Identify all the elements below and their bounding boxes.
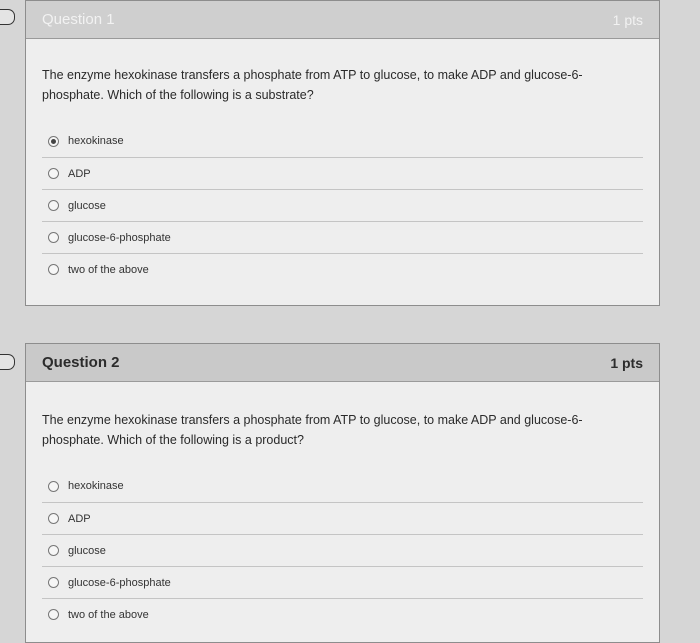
question-header bbox=[26, 1, 659, 39]
answer-option[interactable] bbox=[42, 253, 643, 285]
answer-label: ADP bbox=[68, 512, 91, 525]
radio-icon[interactable] bbox=[48, 609, 59, 620]
question-header bbox=[26, 344, 659, 382]
answer-label: glucose-6-phosphate bbox=[68, 576, 171, 589]
answer-label: glucose-6-phosphate bbox=[68, 231, 171, 244]
question-card-2 bbox=[25, 343, 660, 643]
answer-option[interactable] bbox=[42, 157, 643, 189]
answer-label: ADP bbox=[68, 167, 91, 180]
question-title: Question 1 bbox=[42, 11, 115, 28]
radio-icon[interactable] bbox=[48, 513, 59, 524]
answer-option[interactable] bbox=[42, 534, 643, 566]
radio-icon[interactable] bbox=[48, 264, 59, 275]
radio-icon[interactable] bbox=[48, 545, 59, 556]
answer-list bbox=[26, 470, 659, 630]
flag-question-icon[interactable] bbox=[0, 354, 15, 370]
radio-selected-icon[interactable] bbox=[48, 136, 59, 147]
question-points: 1 pts bbox=[610, 354, 643, 371]
answer-option[interactable] bbox=[42, 470, 643, 502]
question-text: The enzyme hexokinase transfers a phosphate from ATP to glucose, to make ADP and glucose-6-phosphate. Which of the following is a substrate? bbox=[42, 68, 583, 102]
radio-icon[interactable] bbox=[48, 577, 59, 588]
question-text: The enzyme hexokinase transfers a phosphate from ATP to glucose, to make ADP and glucose-6-phosphate. Which of the following is a product? bbox=[42, 413, 583, 447]
radio-icon[interactable] bbox=[48, 232, 59, 243]
answer-option[interactable] bbox=[42, 189, 643, 221]
answer-label: hexokinase bbox=[68, 135, 124, 147]
answer-option[interactable] bbox=[42, 566, 643, 598]
answer-label: hexokinase bbox=[68, 480, 124, 492]
question-title: Question 2 bbox=[42, 354, 120, 371]
question-points: 1 pts bbox=[612, 11, 643, 28]
answer-option[interactable] bbox=[42, 598, 643, 630]
answer-option[interactable] bbox=[42, 125, 643, 157]
answer-option[interactable] bbox=[42, 221, 643, 253]
answer-label: glucose bbox=[68, 199, 106, 212]
radio-icon[interactable] bbox=[48, 168, 59, 179]
answer-label: two of the above bbox=[68, 263, 149, 276]
answer-label: two of the above bbox=[68, 608, 149, 621]
answer-option[interactable] bbox=[42, 502, 643, 534]
answer-list bbox=[26, 125, 659, 285]
question-card-1 bbox=[25, 0, 660, 306]
answer-label: glucose bbox=[68, 544, 106, 557]
radio-icon[interactable] bbox=[48, 481, 59, 492]
flag-question-icon[interactable] bbox=[0, 9, 15, 25]
radio-icon[interactable] bbox=[48, 200, 59, 211]
